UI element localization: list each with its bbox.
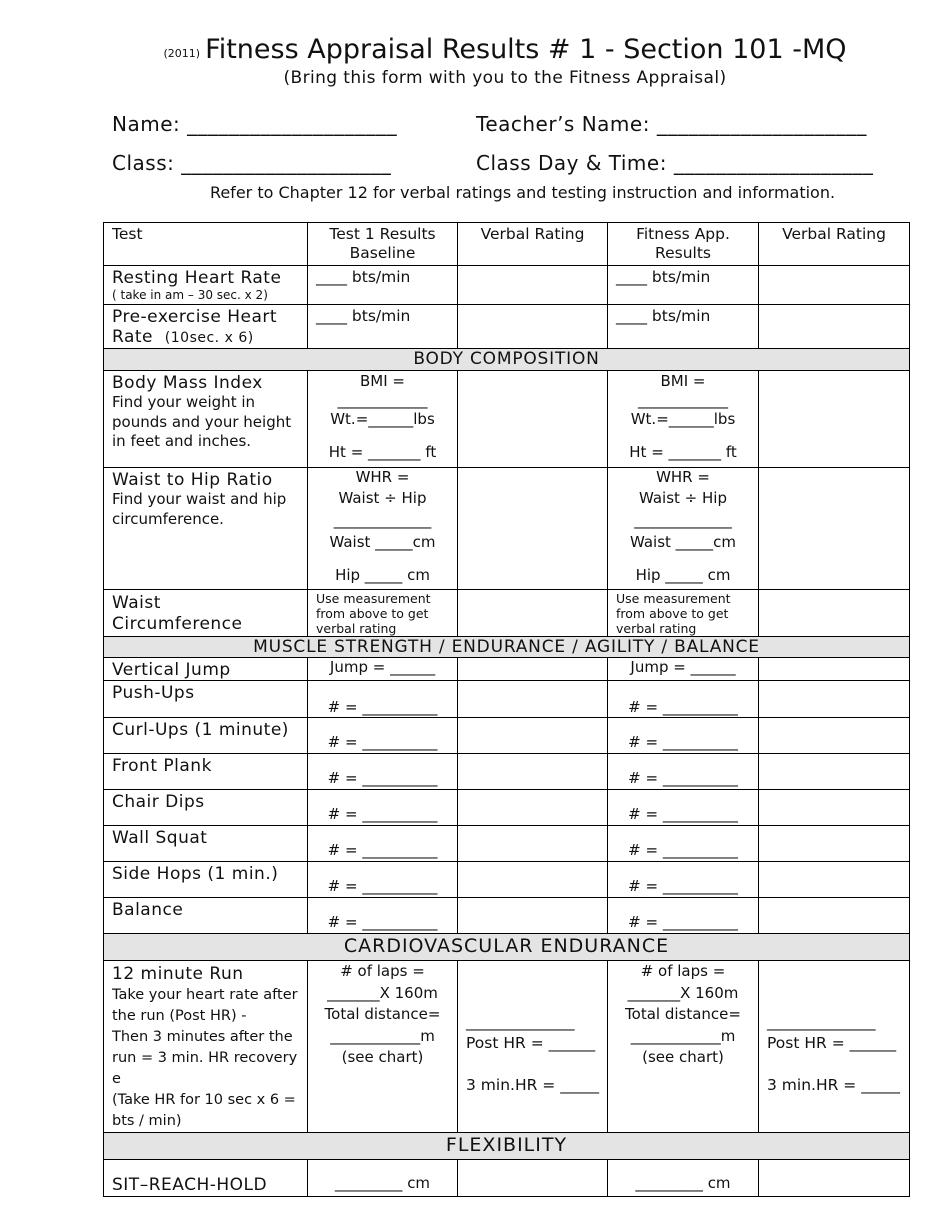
verbal-rating-cell[interactable]: [759, 898, 910, 934]
verbal-rating-cell[interactable]: [458, 468, 608, 590]
curl-ups-baseline[interactable]: # = __________: [308, 718, 458, 754]
verbal-rating-cell[interactable]: [759, 1160, 910, 1197]
verbal-rating-cell[interactable]: [759, 862, 910, 898]
table-row: [104, 718, 910, 754]
front-plank-baseline[interactable]: # = __________: [308, 754, 458, 790]
test-resting-heart-rate: Resting Heart Rate ( take in am – 30 sec. x 2): [104, 266, 308, 305]
header-test1-results: Test 1 Results Baseline: [308, 223, 458, 266]
sit-reach-baseline[interactable]: _________ cm: [308, 1160, 458, 1197]
resting-hr-baseline[interactable]: ____ bts/min: [308, 266, 458, 305]
test-body-mass-index: Body Mass Index Find your weight in pounds and your height in feet and inches.: [104, 371, 308, 468]
section-flexibility: FLEXIBILITY: [104, 1133, 910, 1160]
front-plank-appraisal[interactable]: # = __________: [608, 754, 759, 790]
run-baseline[interactable]: # of laps = _______X 160m Total distance= ____________m (see chart): [308, 961, 458, 1133]
table-row: [104, 826, 910, 862]
verbal-rating-cell[interactable]: [458, 305, 608, 349]
class-day-time-field[interactable]: Class Day & Time: ___________________: [476, 151, 874, 175]
table-row: [104, 266, 910, 305]
verbal-rating-cell[interactable]: [458, 898, 608, 934]
pre-exercise-hr-appraisal[interactable]: ____ bts/min: [608, 305, 759, 349]
table-row: [104, 754, 910, 790]
verbal-rating-cell[interactable]: [458, 681, 608, 718]
verbal-rating-cell[interactable]: [458, 266, 608, 305]
verbal-rating-cell[interactable]: [458, 371, 608, 468]
table-row: [104, 790, 910, 826]
bmi-baseline[interactable]: BMI = ____________ Wt.=______lbs Ht = _______ ft: [308, 371, 458, 468]
section-cardiovascular-endurance: CARDIOVASCULAR ENDURANCE: [104, 934, 910, 961]
verbal-rating-cell[interactable]: [759, 590, 910, 637]
balance-baseline[interactable]: # = __________: [308, 898, 458, 934]
side-hops-baseline[interactable]: # = __________: [308, 862, 458, 898]
refer-note: Refer to Chapter 12 for verbal ratings and testing instruction and information.: [209, 183, 836, 202]
chair-dips-baseline[interactable]: # = __________: [308, 790, 458, 826]
verbal-rating-cell[interactable]: [458, 590, 608, 637]
test-balance: Balance: [104, 898, 308, 934]
header-verbal-rating-1: Verbal Rating: [458, 223, 608, 266]
verbal-rating-cell[interactable]: [458, 1160, 608, 1197]
vertical-jump-baseline[interactable]: Jump = ______: [308, 658, 458, 681]
pre-exercise-hr-baseline[interactable]: ____ bts/min: [308, 305, 458, 349]
whr-baseline[interactable]: WHR = Waist ÷ Hip _____________ Waist _____cm Hip _____ cm: [308, 468, 458, 590]
table-row: [104, 590, 910, 637]
header-fitness-app-results: Fitness App. Results: [608, 223, 759, 266]
waist-note-appraisal: Use measurement from above to get verbal rating: [608, 590, 759, 637]
test-pre-exercise-heart-rate: Pre-exercise Heart Rate (10sec. x 6): [104, 305, 308, 349]
test-vertical-jump: Vertical Jump: [104, 658, 308, 681]
balance-appraisal[interactable]: # = __________: [608, 898, 759, 934]
verbal-rating-cell[interactable]: [458, 718, 608, 754]
verbal-rating-cell[interactable]: [759, 790, 910, 826]
verbal-rating-cell[interactable]: [759, 371, 910, 468]
verbal-rating-cell[interactable]: [759, 754, 910, 790]
wall-squat-baseline[interactable]: # = __________: [308, 826, 458, 862]
run-hr-baseline[interactable]: ______________ Post HR = ______ 3 min.HR = _____: [458, 961, 608, 1133]
table-row: [104, 371, 910, 468]
waist-note-baseline: Use measurement from above to get verbal rating: [308, 590, 458, 637]
curl-ups-appraisal[interactable]: # = __________: [608, 718, 759, 754]
side-hops-appraisal[interactable]: # = __________: [608, 862, 759, 898]
table-row: [104, 862, 910, 898]
verbal-rating-cell[interactable]: [759, 266, 910, 305]
vertical-jump-appraisal[interactable]: Jump = ______: [608, 658, 759, 681]
verbal-rating-cell[interactable]: [458, 826, 608, 862]
table-row: [104, 468, 910, 590]
header-verbal-rating-2: Verbal Rating: [759, 223, 910, 266]
test-sit-reach-hold: SIT–REACH-HOLD: [104, 1160, 308, 1197]
section-body-composition: BODY COMPOSITION: [104, 349, 910, 371]
section-muscle-strength: MUSCLE STRENGTH / ENDURANCE / AGILITY / BALANCE: [104, 637, 910, 658]
verbal-rating-cell[interactable]: [759, 718, 910, 754]
verbal-rating-cell[interactable]: [458, 862, 608, 898]
header-test: Test: [104, 223, 308, 266]
test-waist-hip-ratio: Waist to Hip Ratio Find your waist and hip circumference.: [104, 468, 308, 590]
sit-reach-appraisal[interactable]: _________ cm: [608, 1160, 759, 1197]
test-side-hops: Side Hops (1 min.): [104, 862, 308, 898]
verbal-rating-cell[interactable]: [759, 305, 910, 349]
verbal-rating-cell[interactable]: [759, 468, 910, 590]
wall-squat-appraisal[interactable]: # = __________: [608, 826, 759, 862]
chair-dips-appraisal[interactable]: # = __________: [608, 790, 759, 826]
verbal-rating-cell[interactable]: [458, 754, 608, 790]
verbal-rating-cell[interactable]: [759, 826, 910, 862]
class-field[interactable]: Class: ____________________: [112, 151, 392, 175]
table-header-row: [104, 223, 910, 266]
test-12-minute-run: 12 minute Run Take your heart rate after the run (Post HR) - Then 3 minutes after the run = 3 min. HR recovery e (Take HR for 10 sec x 6 = bts / min): [104, 961, 308, 1133]
test-wall-squat: Wall Squat: [104, 826, 308, 862]
test-waist-circumference: Waist Circumference: [104, 590, 308, 637]
title-line: [0, 34, 950, 65]
table-row: [104, 898, 910, 934]
table-row: [104, 305, 910, 349]
teacher-name-field[interactable]: Teacher’s Name: ____________________: [476, 112, 867, 136]
bmi-appraisal[interactable]: BMI = ____________ Wt.=______lbs Ht = _______ ft: [608, 371, 759, 468]
table-row: [104, 658, 910, 681]
test-curl-ups: Curl-Ups (1 minute): [104, 718, 308, 754]
verbal-rating-cell[interactable]: [458, 790, 608, 826]
whr-appraisal[interactable]: WHR = Waist ÷ Hip _____________ Waist _____cm Hip _____ cm: [608, 468, 759, 590]
test-push-ups: Push-Ups: [104, 681, 308, 718]
verbal-rating-cell[interactable]: [458, 658, 608, 681]
name-field[interactable]: Name: ____________________: [112, 112, 398, 136]
run-appraisal[interactable]: # of laps = _______X 160m Total distance= ____________m (see chart): [608, 961, 759, 1133]
page-title: Fitness Appraisal Results # 1 - Section 101 -MQ: [205, 34, 847, 65]
verbal-rating-cell[interactable]: [759, 681, 910, 718]
form-year: (2011): [163, 47, 201, 60]
page-subtitle: (Bring this form with you to the Fitness Appraisal): [283, 68, 727, 88]
push-ups-baseline[interactable]: # = __________: [308, 681, 458, 718]
push-ups-appraisal[interactable]: # = __________: [608, 681, 759, 718]
table-row: [104, 681, 910, 718]
table-row: [104, 1160, 910, 1197]
verbal-rating-cell[interactable]: [759, 658, 910, 681]
test-front-plank: Front Plank: [104, 754, 308, 790]
resting-hr-appraisal[interactable]: ____ bts/min: [608, 266, 759, 305]
run-hr-appraisal[interactable]: ______________ Post HR = ______ 3 min.HR = _____: [759, 961, 910, 1133]
results-table: [103, 222, 910, 1197]
table-row: [104, 961, 910, 1133]
test-chair-dips: Chair Dips: [104, 790, 308, 826]
